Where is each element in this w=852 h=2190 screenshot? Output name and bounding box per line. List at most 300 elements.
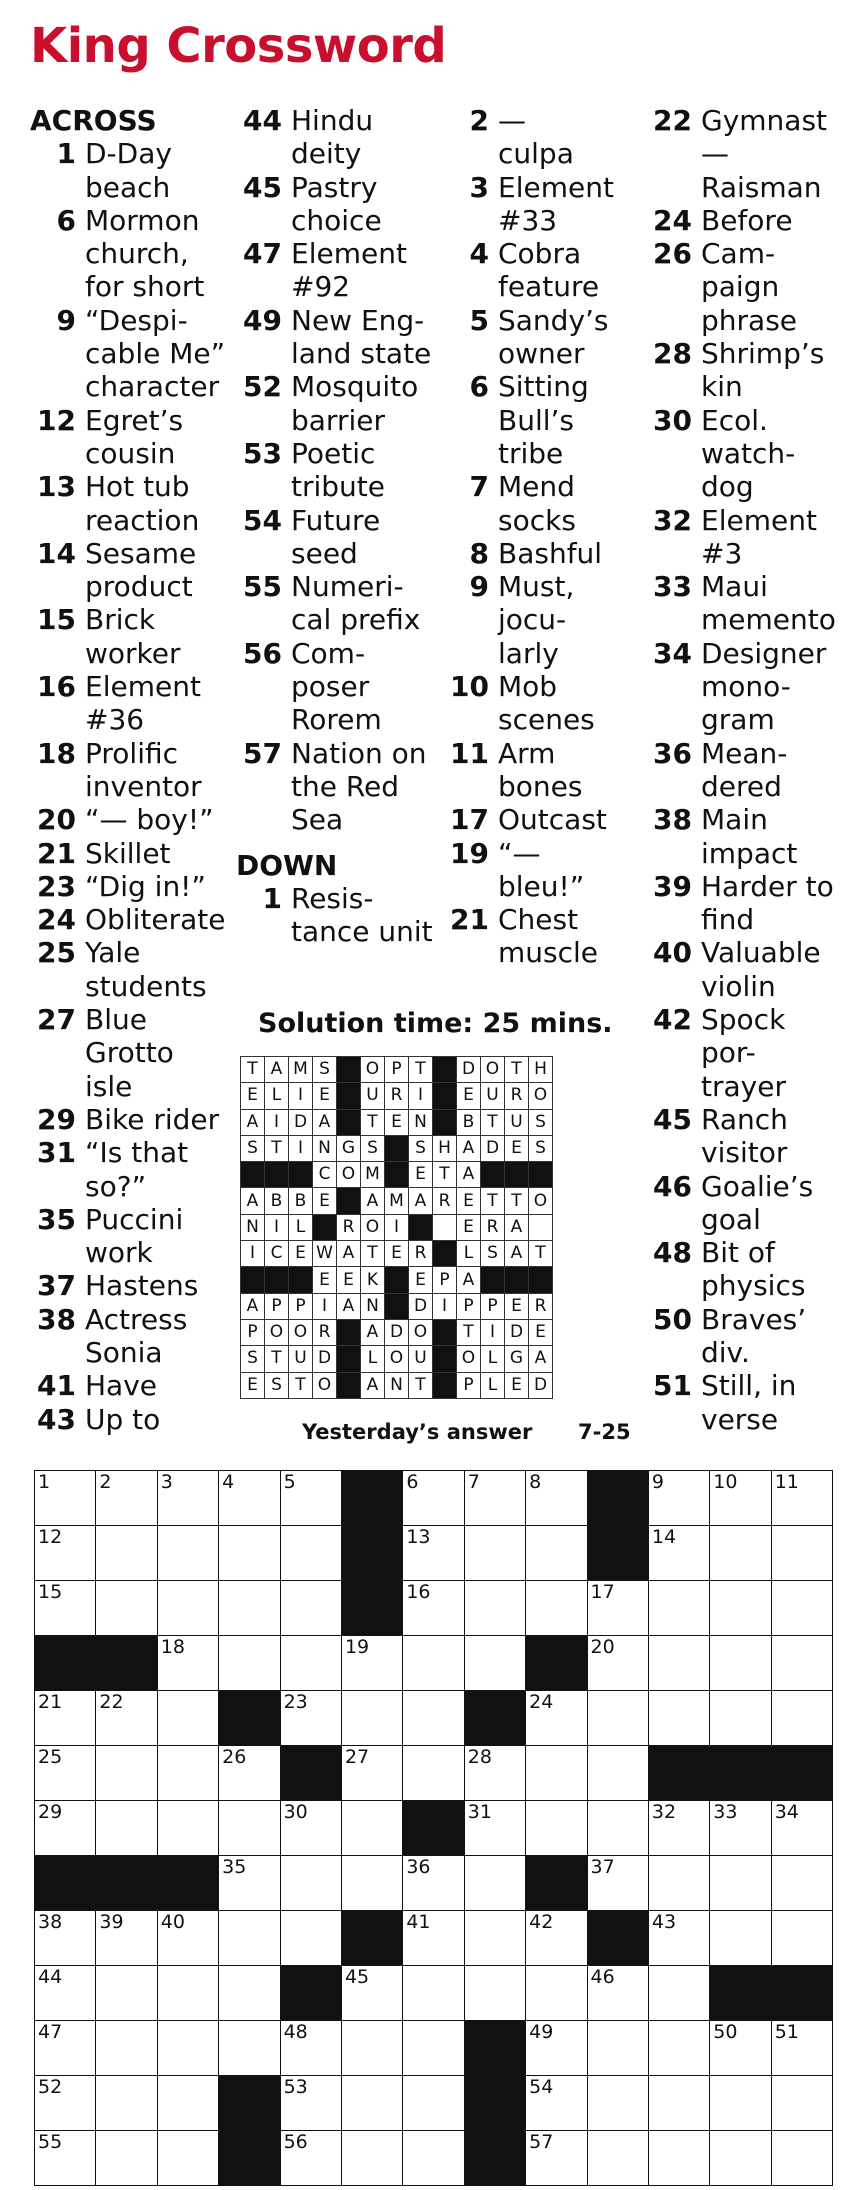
answer-cell: H (529, 1057, 553, 1083)
clue-text: Skillet (85, 836, 171, 870)
black-square (710, 1746, 771, 1801)
grid-cell[interactable] (710, 1801, 771, 1856)
grid-cell[interactable] (648, 2076, 709, 2131)
grid-cell[interactable] (403, 1636, 464, 1691)
grid-cell[interactable] (403, 1581, 464, 1636)
cell-number: 11 (774, 1471, 799, 1493)
answer-cell: E (457, 1214, 481, 1240)
grid-cell[interactable] (464, 1636, 525, 1691)
grid-cell[interactable] (403, 2131, 464, 2186)
grid-cell[interactable] (157, 1691, 218, 1746)
grid-cell[interactable] (341, 2021, 402, 2076)
black-square (35, 1856, 96, 1911)
grid-cell[interactable] (280, 1471, 341, 1526)
grid-cell[interactable] (771, 1801, 832, 1856)
clue-text: Maui memento (701, 570, 836, 637)
answer-cell: G (505, 1346, 529, 1372)
grid-cell[interactable] (157, 1471, 218, 1526)
answer-cell: O (265, 1319, 289, 1345)
clue-number: 42 (653, 1003, 692, 1037)
answer-cell: S (529, 1109, 553, 1135)
answer-cell: D (481, 1135, 505, 1161)
grid-cell[interactable] (403, 1856, 464, 1911)
down-clue-9 (443, 570, 643, 670)
clue-text: Yale students (85, 936, 207, 1003)
clue-text: Prolific inventor (85, 736, 202, 803)
grid-cell[interactable] (464, 1966, 525, 2021)
grid-cell[interactable] (526, 1581, 587, 1636)
grid-cell[interactable] (35, 2021, 96, 2076)
grid-cell[interactable] (341, 2131, 402, 2186)
grid-cell[interactable] (219, 1966, 280, 2021)
across-clue-57 (236, 737, 436, 837)
answer-cell: N (409, 1109, 433, 1135)
grid-cell[interactable] (710, 2076, 771, 2131)
clue-number: 29 (37, 1102, 76, 1136)
grid-cell[interactable] (96, 2021, 157, 2076)
clue-number: 9 (56, 303, 76, 337)
answer-cell: U (481, 1083, 505, 1109)
grid-cell[interactable] (157, 1746, 218, 1801)
grid-cell[interactable] (648, 1471, 709, 1526)
down-clue-1 (236, 882, 436, 949)
grid-cell[interactable] (710, 1526, 771, 1581)
grid-cell[interactable] (587, 1966, 648, 2021)
clue-number: 6 (469, 370, 489, 404)
grid-cell[interactable] (710, 2021, 771, 2076)
down-clue-45 (646, 1103, 846, 1170)
down-clue-48 (646, 1236, 846, 1303)
grid-cell[interactable] (587, 1856, 648, 1911)
grid-cell[interactable] (771, 2131, 832, 2186)
cell-number: 26 (222, 1746, 247, 1768)
grid-cell[interactable] (526, 1691, 587, 1746)
grid-cell[interactable] (96, 1966, 157, 2021)
answer-cell: A (361, 1319, 385, 1345)
grid-cell[interactable] (280, 1801, 341, 1856)
clue-text: Spock por- trayer (701, 1003, 786, 1103)
answer-cell: T (289, 1372, 313, 1398)
grid-cell[interactable] (587, 1581, 648, 1636)
clue-text: Harder to find (701, 869, 834, 937)
down-clue-26 (646, 237, 846, 337)
cell-number: 28 (467, 1746, 492, 1768)
down-clue-5 (443, 304, 643, 371)
answer-black-square (385, 1293, 409, 1319)
grid-cell[interactable] (157, 1911, 218, 1966)
grid-cell[interactable] (96, 1471, 157, 1526)
clue-number: 44 (243, 104, 282, 137)
grid-cell[interactable] (341, 1636, 402, 1691)
answer-cell: P (457, 1293, 481, 1319)
clue-text: Ecol. watch- dog (701, 403, 796, 504)
cell-number: 52 (38, 2076, 63, 2098)
grid-cell[interactable] (771, 1581, 832, 1636)
yesterday-answer-grid (240, 1056, 553, 1399)
across-clue-27 (30, 1003, 230, 1103)
answer-black-square (289, 1267, 313, 1293)
across-clue-18 (30, 737, 230, 804)
grid-cell[interactable] (526, 1471, 587, 1526)
answer-cell: P (265, 1293, 289, 1319)
grid-cell[interactable] (280, 2076, 341, 2131)
grid-cell[interactable] (96, 1526, 157, 1581)
grid-cell[interactable] (464, 1911, 525, 1966)
clue-number: 43 (37, 1402, 76, 1436)
across-clue-38 (30, 1303, 230, 1370)
answer-cell: U (289, 1346, 313, 1372)
answer-cell: R (409, 1241, 433, 1267)
grid-cell[interactable] (464, 1471, 525, 1526)
answer-cell: U (361, 1083, 385, 1109)
section-heading: ACROSS (30, 104, 157, 137)
grid-cell[interactable] (464, 1526, 525, 1581)
clue-number: 35 (37, 1202, 76, 1236)
clue-text: Bike rider (85, 1102, 220, 1136)
grid-cell[interactable] (587, 1691, 648, 1746)
grid-cell[interactable] (280, 2021, 341, 2076)
grid-cell[interactable] (403, 1471, 464, 1526)
answer-cell: O (409, 1319, 433, 1345)
clue-text: Obliterate (85, 903, 226, 937)
answer-cell: C (265, 1241, 289, 1267)
grid-cell[interactable] (280, 1636, 341, 1691)
down-clue-11 (443, 737, 643, 804)
grid-cell[interactable] (157, 1526, 218, 1581)
clue-number: 24 (653, 203, 692, 237)
grid-cell[interactable] (35, 1911, 96, 1966)
grid-cell[interactable] (157, 2021, 218, 2076)
grid-cell[interactable] (35, 1746, 96, 1801)
grid-cell[interactable] (341, 1856, 402, 1911)
clue-text: Hindu deity (291, 104, 374, 171)
down-clue-40 (646, 936, 846, 1003)
answer-cell: R (529, 1293, 553, 1319)
clue-text: Valuable violin (701, 936, 821, 1003)
answer-cell: O (361, 1057, 385, 1083)
grid-cell[interactable] (219, 1581, 280, 1636)
grid-cell[interactable] (157, 1801, 218, 1856)
grid-cell[interactable] (280, 1526, 341, 1581)
answer-cell: A (409, 1188, 433, 1214)
grid-cell[interactable] (219, 1911, 280, 1966)
answer-cell: E (505, 1372, 529, 1398)
cell-number: 38 (38, 1911, 63, 1933)
grid-cell[interactable] (771, 1636, 832, 1691)
grid-cell[interactable] (219, 1471, 280, 1526)
grid-cell[interactable] (96, 1581, 157, 1636)
grid-cell[interactable] (526, 1801, 587, 1856)
grid-cell[interactable] (710, 1856, 771, 1911)
grid-cell[interactable] (35, 1966, 96, 2021)
grid-cell[interactable] (280, 1691, 341, 1746)
grid-cell[interactable] (648, 2131, 709, 2186)
clue-number: 48 (653, 1236, 692, 1270)
black-square (771, 1966, 832, 2021)
answer-cell: A (505, 1241, 529, 1267)
grid-cell[interactable] (157, 1636, 218, 1691)
answer-cell: D (385, 1319, 409, 1345)
grid-cell[interactable] (219, 2021, 280, 2076)
across-clue-37 (30, 1269, 230, 1302)
black-square (96, 1636, 157, 1691)
answer-black-square (241, 1267, 265, 1293)
answer-black-square (313, 1214, 337, 1240)
grid-cell[interactable] (648, 1911, 709, 1966)
down-clue-28 (646, 337, 846, 404)
cell-number: 15 (38, 1581, 63, 1603)
grid-cell[interactable] (403, 2076, 464, 2131)
grid-cell[interactable] (341, 2076, 402, 2131)
cell-number: 10 (713, 1471, 738, 1493)
clue-number: 14 (37, 536, 76, 570)
grid-cell[interactable] (403, 2021, 464, 2076)
grid-cell[interactable] (280, 2131, 341, 2186)
black-square (710, 1966, 771, 2021)
clue-number: 13 (37, 470, 76, 504)
cell-number: 2 (99, 1471, 112, 1493)
grid-cell[interactable] (710, 2131, 771, 2186)
across-clue-55 (236, 570, 436, 637)
grid-cell[interactable] (157, 2131, 218, 2186)
clue-text: Ranch visitor (701, 1102, 788, 1170)
grid-cell[interactable] (157, 2076, 218, 2131)
grid-cell[interactable] (648, 1856, 709, 1911)
across-clue-20 (30, 803, 230, 836)
grid-cell[interactable] (96, 2131, 157, 2186)
grid-cell[interactable] (526, 1966, 587, 2021)
black-square (587, 1526, 648, 1581)
grid-cell[interactable] (35, 1471, 96, 1526)
grid-cell[interactable] (526, 2076, 587, 2131)
clue-text: D-Day beach (85, 137, 172, 204)
answer-cell (529, 1214, 553, 1240)
down-clue-2 (443, 104, 643, 171)
grid-cell[interactable] (526, 2131, 587, 2186)
grid-cell[interactable] (403, 1746, 464, 1801)
black-square (526, 1636, 587, 1691)
grid-cell[interactable] (710, 1691, 771, 1746)
grid-cell[interactable] (771, 1526, 832, 1581)
clue-text: Sitting Bull’s tribe (498, 370, 589, 470)
grid-cell[interactable] (587, 1801, 648, 1856)
grid-cell[interactable] (96, 1691, 157, 1746)
grid-cell[interactable] (771, 1911, 832, 1966)
answer-cell: O (529, 1083, 553, 1109)
clue-text: Bit of physics (701, 1236, 806, 1303)
black-square (280, 1746, 341, 1801)
grid-cell[interactable] (403, 1966, 464, 2021)
clue-text: Mean- dered (701, 736, 788, 803)
clue-text: Blue Grotto isle (85, 1003, 174, 1103)
across-clue-44 (236, 104, 436, 171)
answer-cell: T (361, 1109, 385, 1135)
grid-cell[interactable] (35, 1526, 96, 1581)
cell-number: 5 (283, 1471, 296, 1493)
answer-black-square (337, 1057, 361, 1083)
grid-cell[interactable] (403, 1911, 464, 1966)
answer-cell: A (241, 1188, 265, 1214)
grid-cell[interactable] (771, 1471, 832, 1526)
black-square (219, 1691, 280, 1746)
grid-cell[interactable] (280, 1911, 341, 1966)
grid-cell[interactable] (648, 1691, 709, 1746)
answer-cell: S (241, 1135, 265, 1161)
clue-number: 10 (450, 670, 489, 704)
answer-black-square (481, 1267, 505, 1293)
answer-cell: R (385, 1083, 409, 1109)
crossword-grid[interactable] (34, 1470, 833, 2186)
cell-number: 36 (406, 1856, 431, 1878)
cell-number: 33 (713, 1801, 738, 1823)
answer-cell: O (337, 1162, 361, 1188)
grid-cell[interactable] (96, 1746, 157, 1801)
grid-cell[interactable] (526, 2021, 587, 2076)
answer-cell: A (505, 1214, 529, 1240)
grid-cell[interactable] (526, 1911, 587, 1966)
grid-cell[interactable] (587, 1746, 648, 1801)
grid-cell[interactable] (280, 1856, 341, 1911)
grid-cell[interactable] (710, 1636, 771, 1691)
cell-number: 42 (529, 1911, 554, 1933)
grid-cell[interactable] (219, 1636, 280, 1691)
clue-text: Chest muscle (498, 903, 599, 970)
grid-cell[interactable] (526, 1526, 587, 1581)
black-square (464, 1691, 525, 1746)
grid-cell[interactable] (464, 1581, 525, 1636)
grid-cell[interactable] (771, 1856, 832, 1911)
grid-cell[interactable] (35, 1801, 96, 1856)
grid-cell[interactable] (157, 1966, 218, 2021)
cell-number: 14 (651, 1526, 677, 1548)
cell-number: 32 (651, 1801, 677, 1823)
grid-cell[interactable] (341, 1966, 402, 2021)
black-square (464, 2076, 525, 2131)
grid-cell[interactable] (96, 1801, 157, 1856)
clue-number: 8 (469, 536, 489, 570)
grid-cell[interactable] (35, 1691, 96, 1746)
answer-cell: K (361, 1267, 385, 1293)
answer-cell: O (289, 1319, 313, 1345)
clue-column-2 (236, 104, 436, 948)
answer-cell: R (337, 1214, 361, 1240)
answer-cell: S (409, 1135, 433, 1161)
across-clue-12 (30, 404, 230, 471)
cell-number: 57 (529, 2131, 554, 2153)
grid-cell[interactable] (403, 1526, 464, 1581)
clue-text: Brick worker (85, 603, 181, 670)
grid-cell[interactable] (648, 1581, 709, 1636)
grid-cell[interactable] (587, 2021, 648, 2076)
clue-text: Com- poser Rorem (291, 636, 382, 737)
grid-cell[interactable] (587, 2131, 648, 2186)
clue-number: 15 (37, 603, 76, 637)
grid-cell[interactable] (587, 2076, 648, 2131)
grid-cell[interactable] (648, 1801, 709, 1856)
grid-cell[interactable] (219, 1856, 280, 1911)
clue-number: 26 (653, 237, 692, 271)
grid-cell[interactable] (771, 2021, 832, 2076)
grid-cell[interactable] (35, 2131, 96, 2186)
grid-cell[interactable] (341, 1801, 402, 1856)
grid-cell[interactable] (280, 1581, 341, 1636)
grid-cell[interactable] (771, 2076, 832, 2131)
clue-number: 24 (37, 903, 76, 937)
grid-cell[interactable] (157, 1581, 218, 1636)
clue-number: 7 (469, 470, 489, 504)
answer-cell: D (505, 1319, 529, 1345)
answer-cell: T (433, 1162, 457, 1188)
grid-cell[interactable] (464, 1856, 525, 1911)
answer-cell: R (313, 1319, 337, 1345)
clue-number: 55 (243, 570, 282, 604)
clue-number: 51 (653, 1369, 692, 1403)
grid-cell[interactable] (648, 2021, 709, 2076)
answer-cell: T (241, 1057, 265, 1083)
grid-cell[interactable] (587, 1636, 648, 1691)
down-clue-38 (646, 803, 846, 870)
grid-cell[interactable] (35, 2076, 96, 2131)
grid-cell[interactable] (771, 1691, 832, 1746)
down-clue-21 (443, 903, 643, 970)
across-clue-9 (30, 304, 230, 404)
grid-cell[interactable] (648, 1636, 709, 1691)
grid-cell[interactable] (341, 1746, 402, 1801)
grid-cell[interactable] (403, 1691, 464, 1746)
grid-cell[interactable] (648, 1526, 709, 1581)
clue-text: Main impact (701, 803, 798, 870)
grid-cell[interactable] (648, 1966, 709, 2021)
answer-black-square (529, 1162, 553, 1188)
answer-cell: E (313, 1267, 337, 1293)
clue-text: Pastry choice (291, 170, 382, 237)
clue-number: 40 (653, 936, 692, 970)
grid-cell[interactable] (219, 1801, 280, 1856)
black-square (341, 1911, 402, 1966)
grid-cell[interactable] (464, 1801, 525, 1856)
answer-cell: E (529, 1319, 553, 1345)
grid-cell[interactable] (219, 1746, 280, 1801)
answer-cell: E (409, 1162, 433, 1188)
grid-cell[interactable] (341, 1691, 402, 1746)
grid-cell[interactable] (35, 1581, 96, 1636)
answer-black-square (409, 1214, 433, 1240)
grid-cell[interactable] (710, 1581, 771, 1636)
cell-number: 19 (344, 1636, 370, 1658)
clue-number: 33 (653, 570, 692, 604)
cell-number: 43 (651, 1911, 677, 1933)
answer-cell: A (337, 1241, 361, 1267)
grid-cell[interactable] (710, 1911, 771, 1966)
black-square (219, 2131, 280, 2186)
cell-number: 46 (590, 1966, 615, 1988)
answer-black-square (433, 1057, 457, 1083)
grid-cell[interactable] (96, 1911, 157, 1966)
answer-cell: T (529, 1241, 553, 1267)
grid-cell[interactable] (96, 2076, 157, 2131)
answer-cell: A (241, 1109, 265, 1135)
grid-cell[interactable] (526, 1746, 587, 1801)
grid-cell[interactable] (219, 1526, 280, 1581)
solution-time: Solution time: 25 mins. (258, 1008, 613, 1039)
grid-cell[interactable] (464, 1746, 525, 1801)
across-clue-25 (30, 936, 230, 1003)
clue-number: 27 (37, 1003, 76, 1037)
answer-cell: T (505, 1188, 529, 1214)
across-clue-35 (30, 1203, 230, 1270)
clue-number: 11 (450, 736, 489, 770)
grid-cell[interactable] (710, 1471, 771, 1526)
